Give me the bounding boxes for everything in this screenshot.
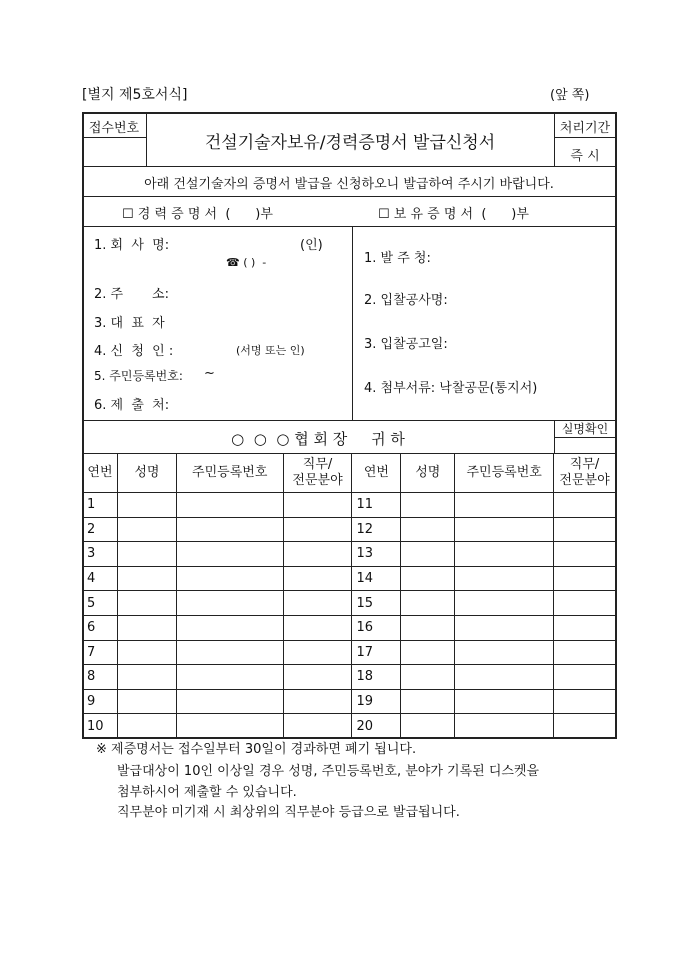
note-3: 첨부하시어 제출할 수 있습니다. [117, 785, 297, 800]
row-number: 17 [352, 640, 401, 665]
name-cell[interactable] [117, 689, 176, 714]
applicant-field[interactable]: 4. 신 청 인 : [94, 344, 174, 359]
company-name-field[interactable]: 1. 회 사 명: [94, 238, 170, 253]
checkbox-icon[interactable]: ☐ [378, 207, 390, 222]
attachments-field: 4. 첨부서류: 낙찰공문(통지서) [364, 381, 538, 396]
row-number: 2 [83, 517, 118, 542]
table-row [83, 665, 616, 690]
name-cell[interactable] [117, 615, 176, 640]
table-row [83, 689, 616, 714]
career-cert-option[interactable]: ☐ 경 력 증 명 서 ( )부 [122, 207, 273, 222]
name-cell[interactable] [117, 591, 176, 616]
table-row [83, 542, 616, 567]
project-name-field[interactable]: 2. 입찰공사명: [364, 293, 448, 308]
row-number: 12 [352, 517, 401, 542]
rrn-cell[interactable] [176, 566, 283, 591]
technician-table [82, 453, 616, 739]
row-number: 11 [352, 493, 401, 518]
row-number: 7 [83, 640, 118, 665]
field-cell[interactable] [283, 542, 352, 567]
col-rrn: 주민등록번호 [176, 454, 283, 493]
col-no: 연번 [83, 454, 118, 493]
client-field[interactable]: 1. 발 주 청: [364, 251, 431, 266]
sign-note: (서명 또는 인) [236, 344, 305, 357]
name-cell[interactable] [401, 542, 455, 567]
addressee: ○ ○ ○ 협 회 장 귀 하 [231, 430, 405, 448]
row-number: 13 [352, 542, 401, 567]
rrn-cell[interactable] [455, 591, 554, 616]
field-cell[interactable] [554, 714, 616, 739]
col-field: 직무/ 전문분야 [283, 454, 352, 493]
rrn-cell[interactable] [455, 542, 554, 567]
field-cell[interactable] [283, 714, 352, 739]
field-cell[interactable] [283, 689, 352, 714]
name-cell[interactable] [401, 517, 455, 542]
name-cell[interactable] [117, 517, 176, 542]
rrn-cell[interactable] [455, 689, 554, 714]
holding-cert-option[interactable]: ☐ 보 유 증 명 서 ( )부 [378, 207, 529, 222]
table-header [83, 454, 616, 493]
row-number: 20 [352, 714, 401, 739]
table-row [83, 566, 616, 591]
row-number: 9 [83, 689, 118, 714]
field-cell[interactable] [554, 517, 616, 542]
rrn-cell[interactable] [455, 493, 554, 518]
field-cell[interactable] [554, 665, 616, 690]
field-cell[interactable] [283, 566, 352, 591]
processing-period-value: 즉 시 [570, 149, 600, 164]
address-field[interactable]: 2. 주 소: [94, 287, 169, 302]
form-title: 건설기술자보유/경력증명서 발급신청서 [204, 133, 496, 153]
row-number: 19 [352, 689, 401, 714]
field-cell[interactable] [283, 591, 352, 616]
row-number: 15 [352, 591, 401, 616]
row-number: 3 [83, 542, 118, 567]
name-cell[interactable] [401, 665, 455, 690]
row-number: 8 [83, 665, 118, 690]
checkbox-icon[interactable]: ☐ [122, 207, 134, 222]
name-cell[interactable] [401, 566, 455, 591]
field-cell[interactable] [554, 591, 616, 616]
name-cell[interactable] [401, 689, 455, 714]
rrn-cell[interactable] [176, 615, 283, 640]
name-cell[interactable] [117, 665, 176, 690]
col-name: 성명 [401, 454, 455, 493]
rrn-cell[interactable] [455, 640, 554, 665]
form-number: [별지 제5호서식] [82, 87, 188, 103]
rrn-cell[interactable] [176, 542, 283, 567]
note-4: 직무분야 미기재 시 최상위의 직무분야 등급으로 발급됩니다. [117, 805, 460, 820]
note-2: 발급대상이 10인 이상일 경우 성명, 주민등록번호, 분야가 기록된 디스켓을 [117, 764, 540, 779]
phone-icon: ☎ [226, 256, 240, 269]
row-number: 16 [352, 615, 401, 640]
field-cell[interactable] [283, 517, 352, 542]
row-number: 14 [352, 566, 401, 591]
page-side: (앞 쪽) [550, 88, 590, 103]
name-cell[interactable] [117, 542, 176, 567]
field-cell[interactable] [283, 493, 352, 518]
col-name: 성명 [117, 454, 176, 493]
rrn-cell[interactable] [455, 615, 554, 640]
rrn-cell[interactable] [176, 493, 283, 518]
field-cell[interactable] [554, 640, 616, 665]
rrn-field[interactable]: 5. 주민등록번호: [94, 369, 183, 383]
table-row [83, 517, 616, 542]
row-number: 10 [83, 714, 118, 739]
field-cell[interactable] [554, 689, 616, 714]
name-cell[interactable] [117, 566, 176, 591]
rrn-cell[interactable] [455, 665, 554, 690]
name-cell[interactable] [117, 714, 176, 739]
phone-field[interactable]: ( ) - [243, 256, 267, 269]
field-cell[interactable] [283, 615, 352, 640]
name-cell[interactable] [401, 714, 455, 739]
col-field: 직무/ 전문분야 [554, 454, 616, 493]
table-row [83, 591, 616, 616]
rrn-cell[interactable] [176, 517, 283, 542]
row-number: 18 [352, 665, 401, 690]
name-cell[interactable] [117, 640, 176, 665]
rrn-cell[interactable] [455, 566, 554, 591]
rrn-cell[interactable] [176, 591, 283, 616]
rrn-cell[interactable] [455, 714, 554, 739]
field-cell[interactable] [554, 493, 616, 518]
field-cell[interactable] [554, 566, 616, 591]
col-no: 연번 [352, 454, 401, 493]
request-statement: 아래 건설기술자의 증명서 발급을 신청하오니 발급하여 주시기 바랍니다. [144, 177, 554, 192]
name-cell[interactable] [401, 493, 455, 518]
col-rrn: 주민등록번호 [455, 454, 554, 493]
table-row [83, 615, 616, 640]
rrn-cell[interactable] [176, 714, 283, 739]
submit-to-field[interactable]: 6. 제 출 처: [94, 398, 170, 413]
field-cell[interactable] [283, 665, 352, 690]
field-cell[interactable] [283, 640, 352, 665]
name-cell[interactable] [401, 591, 455, 616]
rrn-cell[interactable] [176, 665, 283, 690]
name-cell[interactable] [401, 615, 455, 640]
bid-date-field[interactable]: 3. 입찰공고일: [364, 337, 448, 352]
table-row [83, 640, 616, 665]
rrn-cell[interactable] [455, 517, 554, 542]
table-row [83, 493, 616, 518]
rrn-cell[interactable] [176, 689, 283, 714]
field-cell[interactable] [554, 615, 616, 640]
table-row [83, 714, 616, 739]
row-number: 5 [83, 591, 118, 616]
note-1: ※ 제증명서는 접수일부터 30일이 경과하면 폐기 됩니다. [96, 742, 417, 757]
seal-mark: (인) [300, 238, 323, 253]
row-number: 4 [83, 566, 118, 591]
rrn-tilde: ~ [204, 366, 215, 381]
name-cell[interactable] [401, 640, 455, 665]
representative-field[interactable]: 3. 대 표 자 [94, 316, 165, 331]
field-cell[interactable] [554, 542, 616, 567]
row-number: 6 [83, 615, 118, 640]
rrn-cell[interactable] [176, 640, 283, 665]
row-number: 1 [83, 493, 118, 518]
processing-period-label: 처리기간 [559, 121, 611, 136]
realname-check-label: 실명확인 [561, 422, 609, 436]
name-cell[interactable] [117, 493, 176, 518]
receipt-number-label: 접수번호 [88, 121, 140, 136]
